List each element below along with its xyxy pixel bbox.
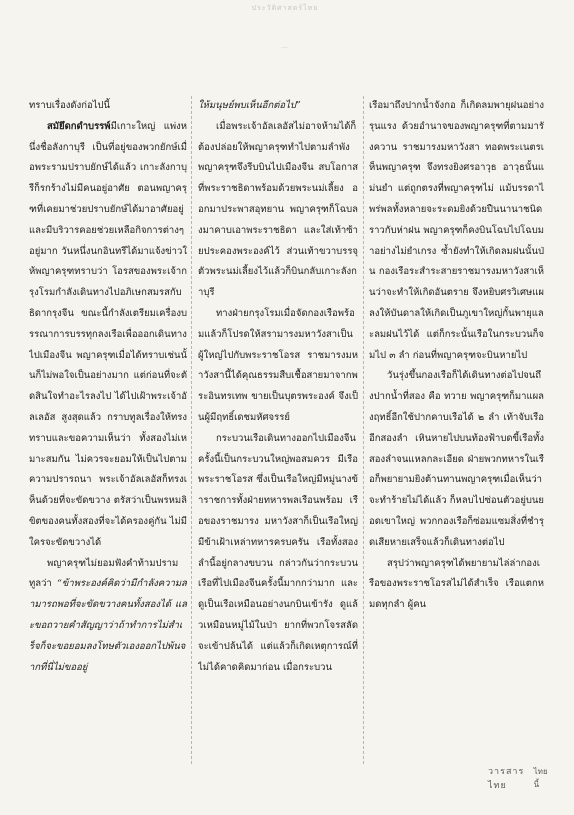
paragraph: กระบวนเรือเดินทางออกไปเมืองจีนครั้งนี้เป็นกระบวนใหญ่พอสมควร มีเรือพระราชโอรส ซึ่งเป็นเรือใหญ่มีหมู่นางข้าราชการทั้งฝ่ายทหารพลเรือนพร้อม เรือของราชมารง มหาวังสาก็เป็นเรือใหญ่มีข้าเฝ้าเหล่าทหารครบครัน เรือทั้งสองลำนี้อยู่กลางขบวน กล่าวกันว่ากระบวนเรือที่ไปเมืองจีนครั้งนี้มากกว่ามาก และดูเป็นเรือเหมือนอย่างนกบินเข้ารัง ดูแล้วเหมือนหมู่ไม้ในป่า ยากที่พวกโจรสลัดจะเข้าปล้นได้ แต่แล้วก็เกิดเหตุการณ์ที่ไม่ได้คาดคิดมาก่อน เมื่อกระบวน (198, 432, 358, 673)
text-column-2 (198, 96, 358, 760)
paragraph: ทางฝ่ายกรุงโรมเมื่อจัดกองเรือพร้อมแล้วก็โปรดให้สรามารงมหาวังสาเป็นผู้ใหญ่ไปกับพระราชโอรส ราชมารงมหาวังสานี้ได้คุณธรรมสืบเชื้อสายมาจากพระอินทรเทพ ขายเป็นบุตรพระองค์ จึงเป็นผู้มีฤทธิ์เดชมหัศจรรย์ (198, 307, 358, 423)
column-divider-2 (363, 96, 364, 764)
column-divider-1 (191, 96, 192, 764)
paragraph-text: พญาครุฑไม่ยอมฟังคำท้ามปราม ทูลว่า (29, 557, 179, 590)
header-faint-mark: — (281, 43, 288, 51)
page-number: ไทยนี้ (533, 767, 548, 789)
text-column-1 (29, 96, 187, 760)
paragraph: วันรุ่งขึ้นกองเรือก็ได้เดินทางต่อไปจนถึงปากน้ำที่สอง คือ ทวาย พญาครุฑก็มาแผลงฤทธิ์อีกใช้ปากคาบเรือได้ ๒ ลำ เท้าจับเรืออีกสองลำ เหินหายไปบนท้องฟ้าบดขี้เรือทั้งสองลำจนแหลกละเอียด ฝ่ายพวกทหารในเรือก็พยายามยิงต้านทานพญาครุฑเมื่อเห็นว่าจะทำร้ายไม่ได้แล้ว ก็หลบไปซ่อนตัวอยู่บนยอดเขาใหญ่ พวกกองเรือก็ซ่อมแซมสิ่งที่ชำรุดเสียหายเสร็จแล้วก็เดินทางต่อไป (369, 370, 544, 548)
paragraph: สรุปว่าพญาครุฑได้พยายามไล่ล่ากองเรือของพระราชโอรสไม่ได้สำเร็จ เรือแตกหมดทุกลำ ผู้คน (369, 557, 544, 611)
quote-text: “ข้าพระองค์คิดว่ามีกำลังความสามารถพอที่จะขัดขวางคนทั้งสองได้ และขอถวายคำสัญญาว่าถ้าทำการไม่สำเร็จก็จะขอยอมลงโทษตัวเองออกไปพ้นจากที่นี่ไม่ขออยู่ (29, 578, 187, 673)
paragraph (29, 117, 187, 554)
paragraph: เรือมาถึงปากน้ำจังกอ ก็เกิดลมพายุฝนอย่างรุนแรง ด้วยอำนาจของพญาครุฑที่ตามมารังควาน ราชมารงมหาวังสา ทอดพระเนตรเห็นพญาครุฑ จึงทรงยิงศรอาวุธ อาวุธนั้นแม่นยำ แต่ถูกตรงที่พญาครุฑไม่ แม้บรรดาไพร่พลทั้งหลายจะระดมยิงด้วยปืนนานาชนิดราวกับห่าฝน พญาครุฑก็คงบินโฉบไปโฉบมาอย่างไม่ยำเกรง ซ้ำยังทำให้เกิดลมฝนนั้นป่น กองเรือระสำระสายราชมารงมหาวังสาเห็นว่าจะทำให้เกิดอันตราย จึงหยิบศรวิเศษแผลงให้บันดาลให้เกิดเป็นภูเขาใหญ่กั้นพายุและลมฝนไว้ได้ แต่ก็กระนั้นเรือในกระบวนก็จมไป ๓ ลำ ก่อนที่พญาครุฑจะบินหายไป (369, 100, 544, 361)
paragraph: เมื่อพระเจ้าอัลเลอัสไม่อาจห้ามได้ก็ต้องปล่อยให้พญาครุฑทำไปตามลำพัง พญาครุฑจึงรีบบินไปเมืองจีน สบโอกาสที่พระราชธิดาพร้อมด้วยพระนม่เลี้ยง ออกมาประพาสอุทยาน พญาครุฑก็โฉบลงมาคาบเอาพระราชธิดา และใส่เท้าซ้ายประคองพระองค์ไว้ ส่วนเท้าขวาบรรจุตัวพระนม่เลี้ยงไว้แล้วก็บินกลับเกาะลังกาบุรี (198, 120, 358, 299)
paragraph (29, 554, 187, 679)
page-footer (488, 767, 548, 791)
quote-continuation: ให้มนุษย์พบเห็นอีกต่อไป” (198, 100, 301, 111)
paragraph: ทราบเรื่องดังก่อไปนี้ (29, 100, 110, 111)
header-faint-text: ประวัติศาสตร์ไทย (251, 4, 319, 12)
paragraph-text: มีเกาะใหญ่ แพ่งหนึ่งชื่อลังกาบุรี เป็นที่อยู่ของพวกยักษ์เมื่อพระรามปราบยักษ์ได้แล้ว เกาะลังกาบุรีก็รกร้างไม่มีคนอยู่อาศัย ตอนพญาครุฑที่เคยมาช่วยปราบยักษ์ได้มาอาศัยอยู่และมีบริวารคอยช่วยเหลือกิจการต่างๆ อยู่มาก วันหนึ่งนกอินทรีได้มาแจ้งข่าวให้พญาครุฑทราบว่า โอรสของพระเจ้ากรุงโรมกำลังเดินทางไปอภิเษกสมรสกับธิดากรุงจีน ขณะนี้กำลังเตรียมเครื่องบรรณาการบรรทุกลงเรือเพื่อออกเดินทางไปเมืองจีน พญาครุฑเมื่อได้ทราบเช่นนั้นก็ไม่พอใจเป็นอย่างมาก แต่ก่อนที่จะตัดสินใจทำอะไรลงไป ได้ไปเฝ้าพระเจ้าอัลเลอัส สูงสุดแล้ว กราบทูลเรื่องให้ทรงทราบและขอความเห็นว่า ทั้งสองไม่เหมาะสมกัน ไม่ควรจะยอมให้เป็นไปตามความปรารถนา พระเจ้าอัลเลอัสก็ทรงเห็นด้วยที่จะขัดขวาง ตรัสว่าเป็นพรหมลิขิตของคนทั้งสองที่จะได้ครองคู่กัน ไม่มีใครจะขัดขวางได้ (29, 120, 187, 548)
paragraph-lead: สมัยึดกดำบรรพ์ (47, 120, 111, 132)
magazine-name: วารสารไทย (488, 767, 525, 791)
text-column-3 (369, 96, 544, 760)
